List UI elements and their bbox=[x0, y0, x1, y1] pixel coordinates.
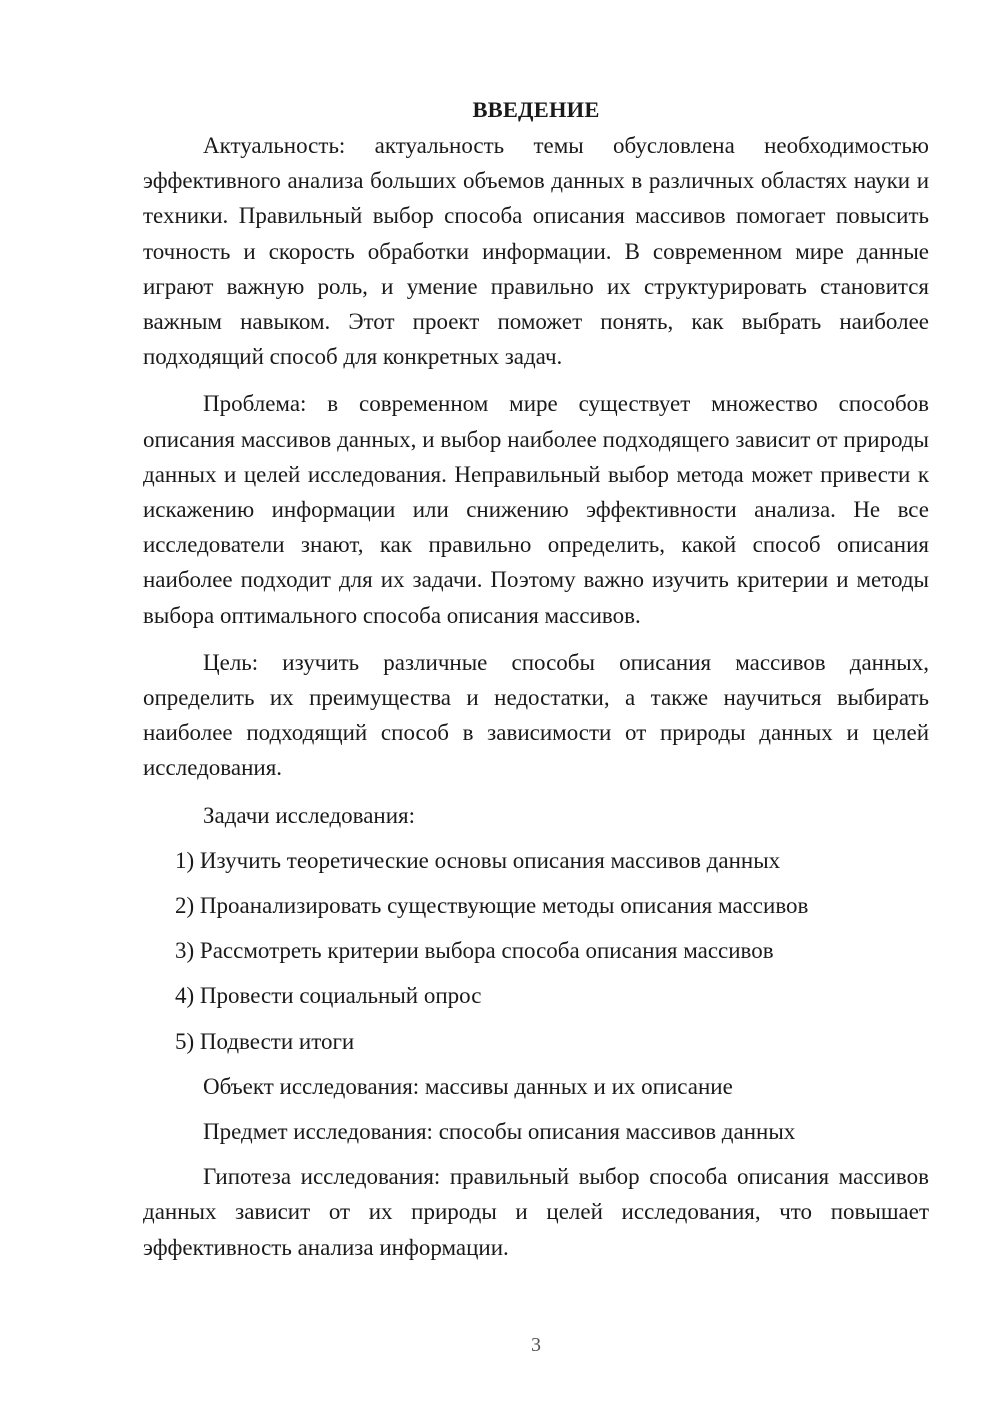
task-item-1: 1) Изучить теоретические основы описания массивов данных bbox=[175, 847, 781, 873]
paragraph-relevance: Актуальность: актуальность темы обусловлена необходимостью эффективного анализа больших объемов данных в различных областях науки и техники. Правильный выбор способа описания массивов помогает повысить точность и скорость обработки информации. В современном мире данные играют важную роль, и умение правильно их структурировать становится важным навыком. Этот проект поможет понять, как выбрать наиболее подходящий способ для конкретных задач. bbox=[143, 133, 929, 370]
paragraph-subject: Предмет исследования: способы описания массивов данных bbox=[203, 1119, 796, 1145]
task-item-2: 2) Проанализировать существующие методы описания массивов bbox=[175, 893, 809, 919]
task-item-3: 3) Рассмотреть критерии выбора способа описания массивов bbox=[175, 938, 774, 964]
page-number: 3 bbox=[531, 1334, 541, 1356]
task-item-4: 4) Провести социальный опрос bbox=[175, 983, 482, 1009]
paragraph-hypothesis: Гипотеза исследования: правильный выбор способа описания массивов данных зависит от их природы и целей исследования, что повышает эффективность анализа информации. bbox=[143, 1164, 929, 1260]
document-page bbox=[143, 92, 929, 1265]
paragraph-problem: Проблема: в современном мире существует множество способов описания массивов данных, и выбор наиболее подходящего зависит от природы данных и целей исследования. Неправильный выбор метода может привести к искажению информации или снижению эффективности анализа. Не все исследователи знают, как правильно определить, какой способ описания наиболее подходит для их задачи. Поэтому важно изучить критерии и методы выбора оптимального способа описания массивов. bbox=[143, 391, 929, 628]
paragraph-goal: Цель: изучить различные способы описания массивов данных, определить их преимущества и недостатки, а также научиться выбирать наиболее подходящий способ в зависимости от природы данных и целей исследования. bbox=[143, 649, 929, 781]
paragraph-object: Объект исследования: массивы данных и их описание bbox=[203, 1073, 733, 1099]
tasks-title: Задачи исследования: bbox=[203, 802, 416, 828]
section-heading: ВВЕДЕНИЕ bbox=[472, 97, 600, 122]
task-item-5: 5) Подвести итоги bbox=[175, 1028, 355, 1054]
